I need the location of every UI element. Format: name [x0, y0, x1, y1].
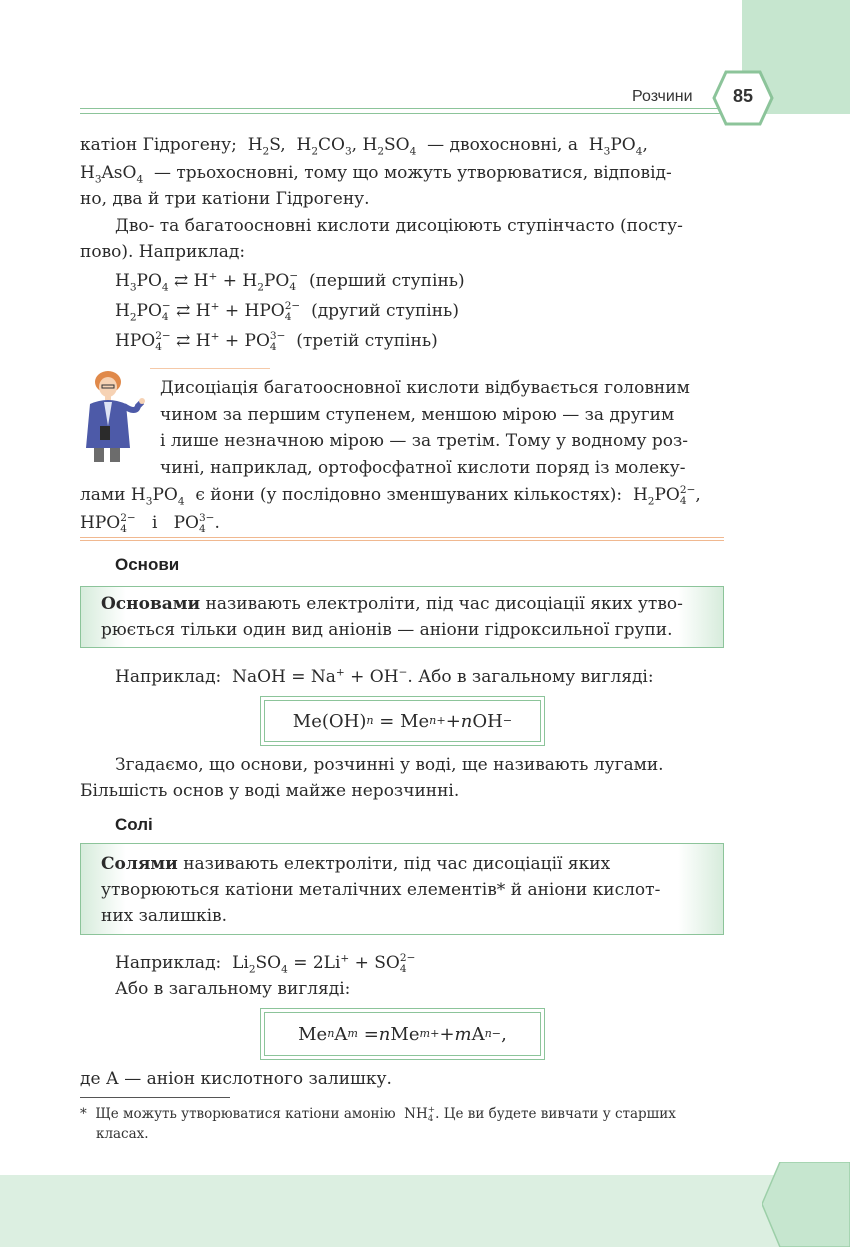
- intro-line-2: $H_3AsO_4$ — трьохосновні, тому що можуть утворюватися, відповід-: [80, 163, 672, 186]
- note-bottom-rule-2: [80, 540, 724, 541]
- footnote-rule: [80, 1097, 230, 1098]
- salts-general-formula-box: Me n A m = n Me m+ + m A n− ,: [260, 1008, 545, 1060]
- chapter-title: Розчини: [632, 88, 693, 105]
- page-number: 85: [732, 86, 754, 106]
- note-line-4: чині, наприклад, ортофосфатної кислоти поряд із молеку-: [160, 458, 686, 478]
- note-line-6: HPO2− 4 і PO3− 4 .: [80, 512, 220, 535]
- footnote: * Ще можуть утворюватися катіони амонію NH+ 4 . Це ви будете вивчати у старших класах.: [80, 1105, 676, 1142]
- note-line-3: і лише незначною мірою — за третім. Тому у водному роз-: [160, 431, 689, 451]
- section-heading-bases: Основи: [115, 555, 180, 574]
- equation-step-2: $H_2PO-$ 4 ⇄ H+ + HPO2− 4 (другий ступінь): [115, 300, 459, 324]
- note-line-2: чином за першим ступенем, меншою мірою — за другим: [160, 405, 675, 425]
- salts-example: Наприклад: $Li_2SO_4 = 2Li^+ + SO2-$ 4: [115, 952, 416, 976]
- salts-definition-box: Солями називають електроліти, під час дисоціації яких утворюються катіони металічних елементів* й аніони кислот- них залишків.: [80, 843, 724, 935]
- equation-step-3: HPO2− 4 ⇄ H+ + PO3− 4 (третій ступінь): [115, 330, 438, 353]
- bases-para-line-1: Згадаємо, що основи, розчинні у воді, ще називають лугами.: [115, 755, 664, 775]
- bases-definition-box: Основами називають електроліти, під час дисоціації яких утво- рюється тільки один вид аніонів — аніони гідроксильної групи.: [80, 586, 724, 648]
- footer-band: [0, 1175, 850, 1247]
- stepwise-para-line-1: Дво- та багатоосновні кислоти дисоціюють ступінчасто (посту-: [115, 216, 683, 236]
- header-rule: [80, 108, 720, 114]
- anion-note: де А — аніон кислотного залишку.: [80, 1069, 392, 1089]
- corner-hexagon: [762, 1162, 850, 1247]
- teacher-illustration: [80, 368, 146, 464]
- note-line-1: Дисоціація багатоосновної кислоти відбувається головним: [160, 378, 690, 398]
- intro-line-3: но, два й три катіони Гідрогену.: [80, 189, 370, 209]
- equation-step-1: $H_3PO_4$ ⇄ $H^+ + H_2PO-$ 4 (перший ступінь): [115, 270, 465, 294]
- bases-example: Наприклад: NaOH = Na+ + OH−. Або в загальному вигляді:: [115, 666, 654, 687]
- bases-general-formula-box: Me(OH) n = Me n+ + n OH −: [260, 696, 545, 746]
- note-line-5: лами $H_3PO_4$ є йони (у послідовно зменшуваних кількостях): $H_2PO2-$ 4 ,: [80, 484, 701, 508]
- bases-term: Основами: [101, 594, 201, 614]
- note-bottom-rule: [80, 537, 724, 538]
- stepwise-para-line-2: пово). Наприклад:: [80, 242, 246, 262]
- intro-line-1: катіон Гідрогену; $H_2S$, $H_2CO_3$, $H_2SO_4$ — двохосновні, а $H_3PO_4$,: [80, 135, 648, 158]
- bases-para-line-2: Більшість основ у воді майже нерозчинні.: [80, 781, 460, 801]
- salts-term: Солями: [101, 854, 178, 874]
- section-heading-salts: Солі: [115, 815, 153, 834]
- salts-general-label: Або в загальному вигляді:: [115, 979, 351, 999]
- note-top-rule: [150, 368, 270, 369]
